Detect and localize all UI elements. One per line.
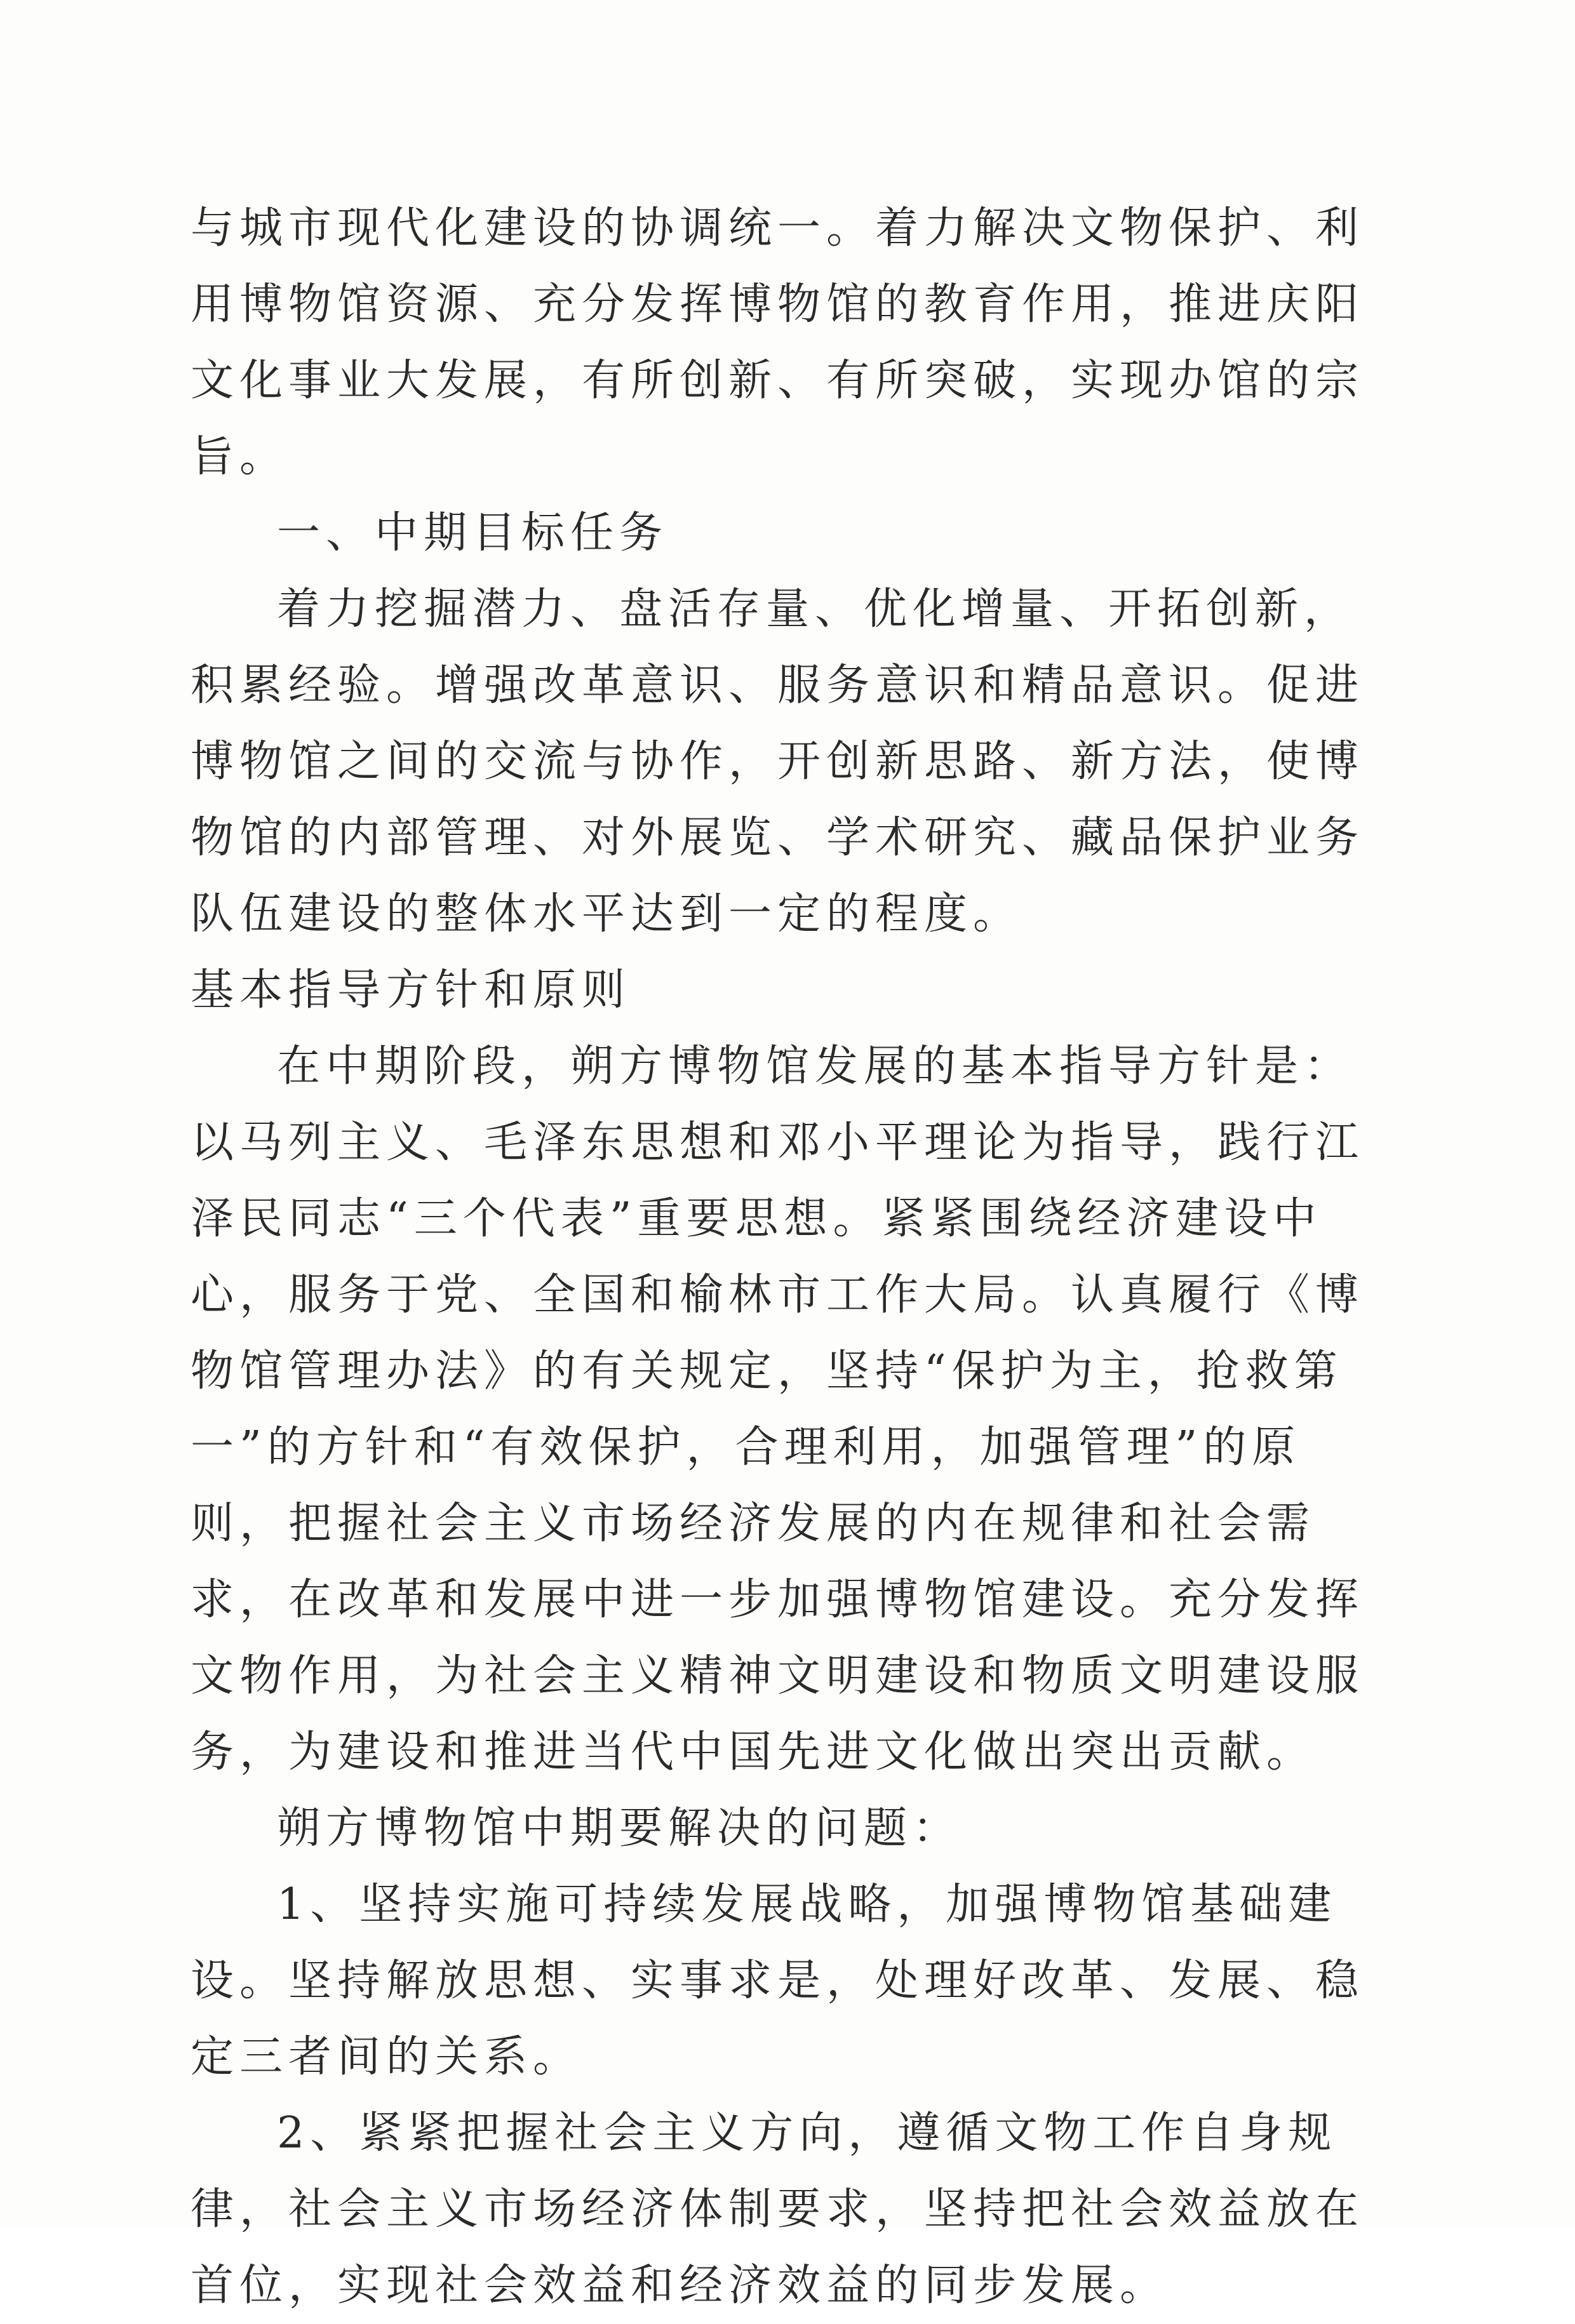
list-item-1: 1、坚持实施可持续发展战略，加强博物馆基础建设。坚持解放思想、实事求是，处理好改革、发展、稳定三者间的关系。 bbox=[191, 1880, 1365, 2082]
paragraph-problems-intro: 朔方博物馆中期要解决的问题： bbox=[277, 1803, 962, 1853]
document-body bbox=[191, 190, 1384, 2324]
list-item-2: 2、紧紧把握社会主义方向，遵循文物工作自身规律，社会主义市场经济体制要求，坚持把社会效益放在首位，实现社会效益和经济效益的同步发展。 bbox=[191, 2108, 1365, 2311]
paragraph-guidelines: 在中期阶段，朔方博物馆发展的基本指导方针是：以马列主义、毛泽东思想和邓小平理论为指导，践行江泽民同志“三个代表”重要思想。紧紧围绕经济建设中心，服务于党、全国和榆林市工作大局。认真履行《博物馆管理办法》的有关规定，坚持“保护为主，抢救第一”的方针和“有效保护，合理利用，加强管理”的原则，把握社会主义市场经济发展的内在规律和社会需求，在改革和发展中进一步加强博物馆建设。充分发挥文物作用，为社会主义精神文明建设和物质文明建设服务，为建设和推进当代中国先进文化做出突出贡献。 bbox=[191, 1041, 1365, 1777]
paragraph-goals: 着力挖掘潜力、盘活存量、优化增量、开拓创新，积累经验。增强改革意识、服务意识和精品意识。促进博物馆之间的交流与协作，开创新思路、新方法，使博物馆的内部管理、对外展览、学术研究、藏品保护业务队伍建设的整体水平达到一定的程度。 bbox=[191, 584, 1365, 939]
section-heading-midterm-goals: 一、中期目标任务 bbox=[277, 508, 669, 558]
paragraph-intro: 与城市现代化建设的协调统一。着力解决文物保护、利用博物馆资源、充分发挥博物馆的教育作用，推进庆阳文化事业大发展，有所创新、有所突破，实现办馆的宗旨。 bbox=[191, 203, 1365, 482]
section-heading-guidelines: 基本指导方针和原则 bbox=[191, 965, 631, 1015]
